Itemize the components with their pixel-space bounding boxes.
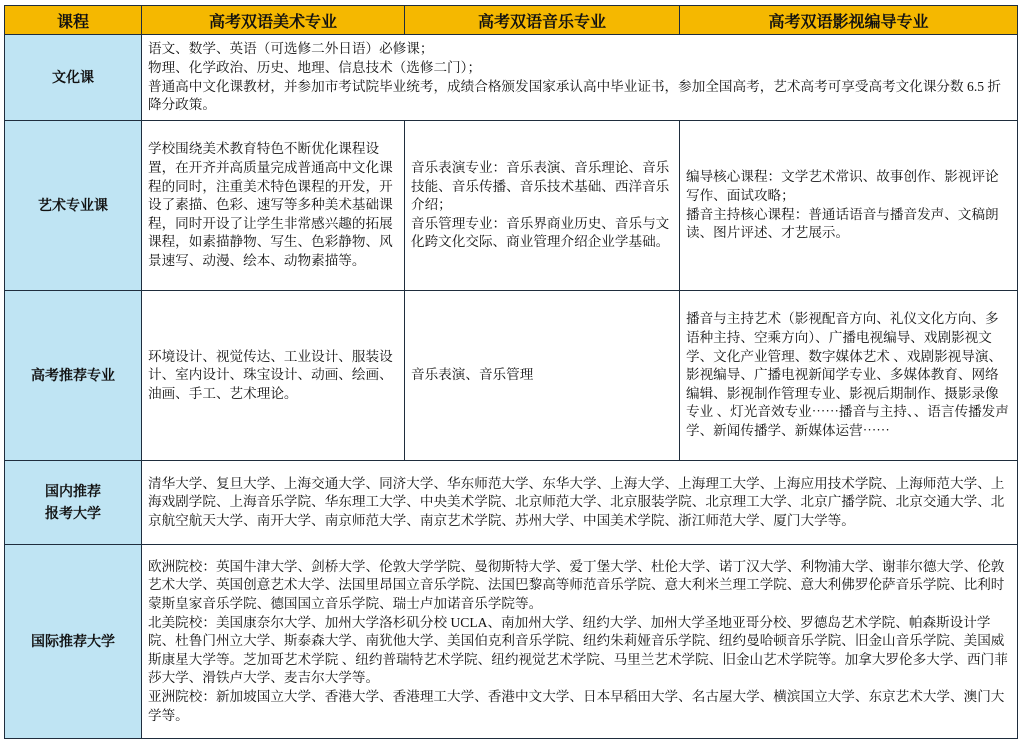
domestic-universities: 清华大学、复旦大学、上海交通大学、同济大学、华东师范大学、东华大学、上海大学、上海理工大学、上海应用技术学院、上海师范大学、上海戏剧学院、上海音乐学院、华东理工大学、中央美术学院、北京师范大学、北京服装学院、北京理工大学、北京广播学院、北京交通大学、北京航空航天大学、南开大学、南京师范大学、南京艺术学院、苏州大学、中国美术学院、浙江师范大学、厦门大学等。 (142, 461, 1018, 545)
table-row-major (5, 121, 1018, 291)
table-row-recommend (5, 291, 1018, 461)
row-label-major: 艺术专业课 (5, 121, 142, 291)
culture-content (142, 35, 1018, 121)
international-universities (142, 545, 1018, 739)
header-course: 课程 (5, 6, 142, 35)
recommend-film: 播音与主持艺术（影视配音方向、礼仪文化方向、多语种主持、空乘方向）、广播电视编导、戏剧影视文学、文化产业管理、数字媒体艺术 、戏剧影视导演、影视编导、广播电视新闻学专业、多媒体教育、网络编辑、影视制作管理专业、影视后期制作、摄影录像专业 、灯光音效专业⋯⋯播音与主持、、语言传播发声学、新闻传播学、新媒体运营⋯⋯ (680, 291, 1018, 461)
recommend-music: 音乐表演、音乐管理 (405, 291, 680, 461)
header-row (5, 6, 1018, 35)
recommend-art: 环境设计、视觉传达、工业设计、服装设计、室内设计、珠宝设计、动画、绘画、油画、手工、艺术理论。 (142, 291, 405, 461)
header-art-major: 高考双语美术专业 (142, 6, 405, 35)
table-row-international (5, 545, 1018, 739)
major-music-management: 音乐管理专业：音乐界商业历史、音乐与文化跨文化交际、商业管理介绍企业学基础。 (411, 215, 670, 250)
header-music-major: 高考双语音乐专业 (405, 6, 680, 35)
curriculum-table (4, 5, 1018, 739)
major-film (680, 121, 1018, 291)
row-label-recommend: 高考推荐专业 (5, 291, 142, 461)
major-film-hosting: 播音主持核心课程：普通话语音与播音发声、文稿朗读、图片评述、才艺展示。 (686, 206, 999, 241)
major-music (405, 121, 680, 291)
intl-asia: 亚洲院校：新加坡国立大学、香港大学、香港理工大学、香港中文大学、日本早稻田大学、名古屋大学、横滨国立大学、东京艺术大学、澳门大学等。 (148, 688, 1005, 723)
row-label-domestic-line1: 国内推荐 (45, 483, 101, 500)
culture-line-1: 语文、数学、英语（可选修二外日语）必修课； (148, 41, 434, 57)
row-label-domestic-line2: 报考大学 (45, 505, 101, 522)
culture-line-2: 物理、化学政治、历史、地理、信息技术（选修二门）； (148, 59, 482, 75)
culture-line-3: 普通高中文化课教材，并参加市考试院毕业统考，成绩合格颁发国家承认高中毕业证书，参加全国高考，艺术高考可享受高考文化课分数 6.5 折降分政策。 (148, 78, 1002, 113)
row-label-international: 国际推荐大学 (5, 545, 142, 739)
row-label-culture: 文化课 (5, 35, 142, 121)
row-label-domestic (5, 461, 142, 545)
intl-north-america: 北美院校：美国康奈尔大学、加州大学洛杉矶分校 UCLA、南加州大学、纽约大学、加州大学圣地亚哥分校、罗德岛艺术学院、帕森斯设计学院、杜鲁门州立大学、斯泰森大学、南犹他大学、美国伯克利音乐学院、纽约朱莉娅音乐学院、纽约曼哈顿音乐学院、旧金山音乐学院、美国威斯康星大学等。芝加哥艺术学院 、纽约普瑞特艺术学院、纽约视觉艺术学院、马里兰艺术学院、旧金山艺术学院等。加拿大罗伦多大学、西门菲莎大学、滑铁卢大学、麦吉尔大学等。 (148, 614, 1008, 686)
major-art: 学校围绕美术教育特色不断优化课程设置，在开齐并高质量完成普通高中文化课程的同时，注重美术特色课程的开发，开设了素描、色彩、速写等多种美术基础课程，同时开设了让学生非常感兴趣的拓展课程，如素描静物、写生、色彩静物、风景速写、动漫、绘本、动物素描等。 (142, 121, 405, 291)
header-film-major: 高考双语影视编导专业 (680, 6, 1018, 35)
table-row-culture (5, 35, 1018, 121)
table-row-domestic (5, 461, 1018, 545)
major-music-performance: 音乐表演专业：音乐表演、音乐理论、音乐技能、音乐传播、音乐技术基础、西洋音乐介绍； (411, 160, 670, 213)
major-film-directing: 编导核心课程：文学艺术常识、故事创作、影视评论写作、面试攻略； (686, 169, 999, 203)
intl-europe: 欧洲院校：英国牛津大学、剑桥大学、伦敦大学学院、曼彻斯特大学、爱丁堡大学、杜伦大学、诺丁汉大学、利物浦大学、谢菲尔德大学、伦敦艺术大学、英国创意艺术大学、法国里昂国立音乐学院、法国巴黎高等师范音乐学院、意大利米兰理工学院、意大利佛罗伦萨音乐学院、比利时蒙斯皇家音乐学院、德国国立音乐学院、瑞士卢加诺音乐学院等。 (148, 558, 1005, 612)
